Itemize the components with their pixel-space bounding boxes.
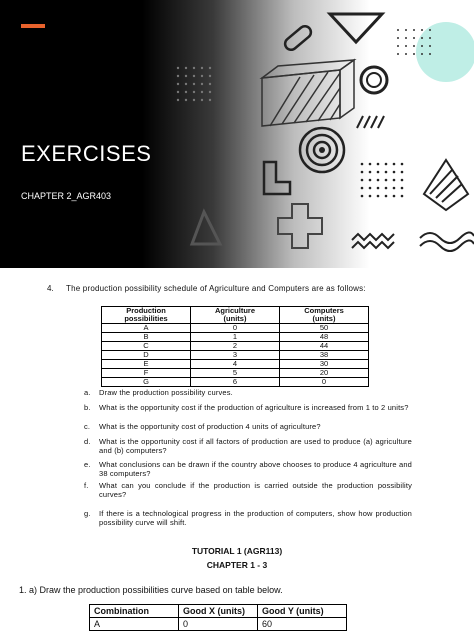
column-header: Good X (units)	[179, 605, 258, 618]
triangle-small-shape	[192, 212, 220, 244]
slide-title: EXERCISES	[21, 141, 152, 166]
l-shape	[264, 162, 290, 194]
zigzag-line	[352, 234, 394, 240]
pill-shape	[283, 24, 314, 52]
production-possibility-table	[101, 306, 369, 387]
tutorial-title: TUTORIAL 1 (AGR113)	[191, 546, 283, 556]
sub-question-f: f. What can you conclude if the production is carried outside the production possibility curves?	[84, 481, 412, 499]
tutorial-question-1: 1. a) Draw the production possibilities curve based on table below.	[19, 585, 283, 595]
dot-grid-right	[361, 163, 404, 198]
sub-question-g: g. If there is a technological progress in the production of computers, show how production possibility curve will shift.	[84, 509, 412, 527]
cross-shape	[278, 204, 322, 248]
triangle-outline-shape	[330, 14, 382, 42]
slash-lines	[357, 116, 384, 128]
table-row: A 0 50	[102, 324, 369, 333]
sub-question-e: e. What conclusions can be drawn if the country above chooses to produce 4 agriculture and 38 computers?	[84, 460, 412, 478]
table-row: G 6 0	[102, 378, 369, 387]
question-text: The production possibility schedule of Agriculture and Computers are as follows:	[66, 284, 366, 293]
column-header: Good Y (units)	[258, 605, 347, 618]
column-header: Computers (units)	[280, 307, 369, 324]
decorative-shapes	[0, 0, 474, 268]
exercise-document	[0, 268, 474, 632]
ring-shape	[361, 67, 387, 93]
table-row: C 2 44	[102, 342, 369, 351]
hatched-box-shape	[262, 60, 354, 126]
table-header-row	[90, 605, 347, 618]
teal-circle-shape	[416, 22, 474, 82]
question-number: 4.	[47, 284, 54, 293]
chapter-title: CHAPTER 1 - 3	[206, 560, 268, 570]
column-header: Agriculture (units)	[191, 307, 280, 324]
sub-question-d: d. What is the opportunity cost if all factors of production are used to produce (a) agriculture and (b) computers?	[84, 437, 412, 455]
dot-grid-left	[177, 67, 211, 101]
table-header-row	[102, 307, 369, 324]
table-row: D 3 38	[102, 351, 369, 360]
column-header: Production possibilities	[102, 307, 191, 324]
sub-question-b: b. What is the opportunity cost if the production of agriculture is increased from 1 to 2 units?	[84, 403, 409, 412]
sub-question-c: c. What is the opportunity cost of production 4 units of agriculture?	[84, 422, 321, 431]
slide-subtitle: CHAPTER 2_AGR403	[21, 191, 112, 201]
column-header: Combination	[90, 605, 179, 618]
hatched-diamond-shape	[424, 160, 468, 210]
sub-question-a: a. Draw the production possibility curves.	[84, 388, 233, 397]
goods-table	[89, 604, 347, 631]
title-slide	[0, 0, 474, 268]
table-row: E 4 30	[102, 360, 369, 369]
table-row: F 5 20	[102, 369, 369, 378]
table-row: A 0 60	[90, 618, 347, 631]
table-row: B 1 48	[102, 333, 369, 342]
